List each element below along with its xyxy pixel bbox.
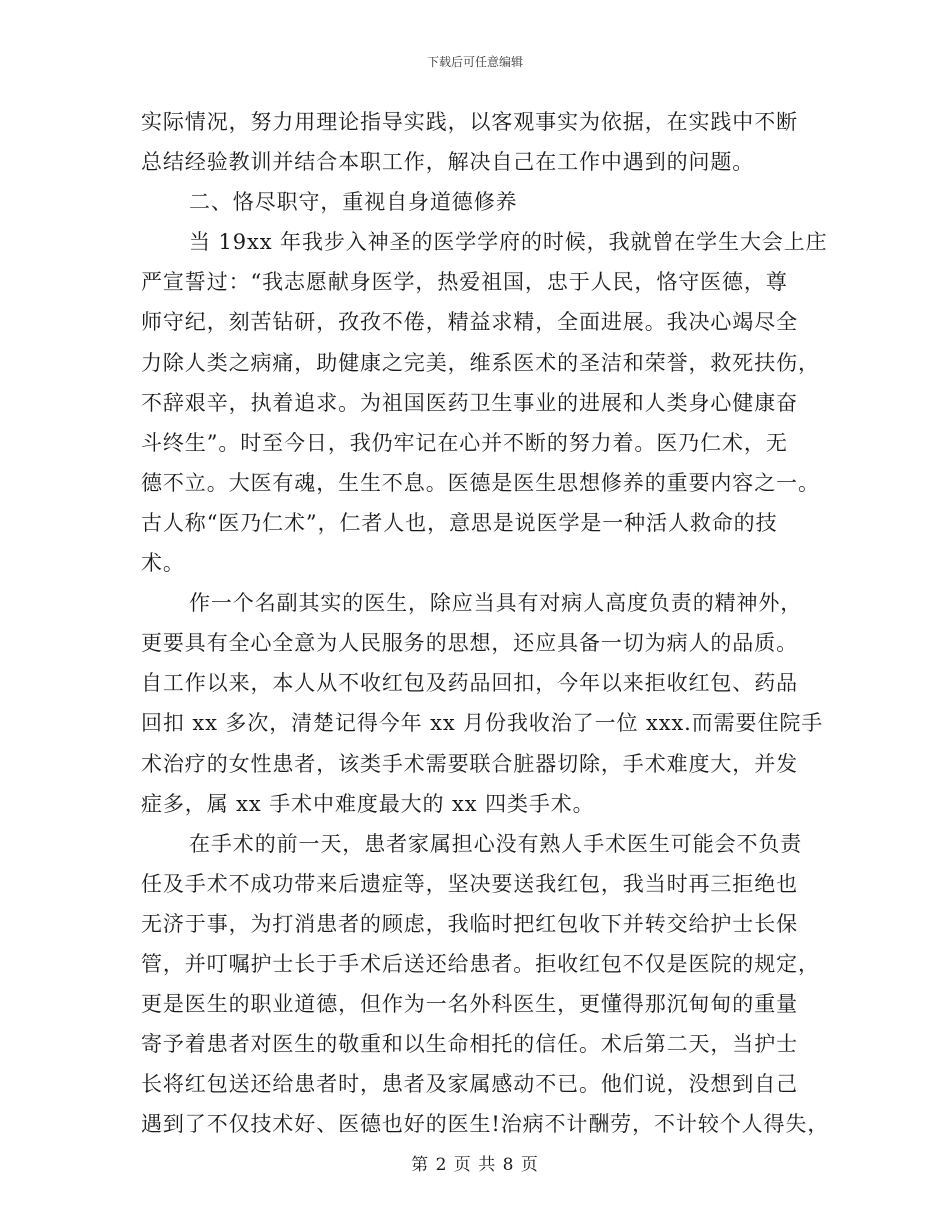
text-line: 术。 [141, 551, 185, 576]
text-line: 师守纪，刻苦钻研，孜孜不倦，精益求精，全面进展。我决心竭尽全 [141, 310, 798, 335]
page-header-note: 下载后可任意编辑 [426, 55, 523, 69]
text-line: 管，并叮嘱护士长于手术后送还给患者。拒收红包不仅是医院的规定， [141, 951, 820, 976]
text-line: 力除人类之病痛，助健康之完美，维系医术的圣洁和荣誉，救死扶伤， [141, 350, 820, 375]
text-line: 更要具有全心全意为人民服务的思想，还应具备一切为病人的品质。 [141, 631, 798, 656]
text-line: 术治疗的女性患者，该类手术需要联合脏器切除，手术难度大，并发 [141, 751, 798, 776]
text-line: 长将红包送还给患者时，患者及家属感动不已。他们说，没想到自己 [141, 1072, 798, 1097]
text-line: 症多，属 xx 手术中难度最大的 xx 四类手术。 [141, 791, 595, 816]
text-line: 在手术的前一天，患者家属担心没有熟人手术医生可能会不负责 [189, 831, 803, 856]
text-line: 严宣誓过：“我志愿献身医学，热爱祖国，忠于人民，恪守医德，尊 [141, 270, 788, 295]
text-line: 更是医生的职业道德，但作为一名外科医生，更懂得那沉甸甸的重量 [141, 992, 798, 1017]
text-line: 总结经验教训并结合本职工作，解决自己在工作中遇到的问题。 [141, 150, 755, 175]
text-line: 作一个名副其实的医生，除应当具有对病人高度负责的精神外， [189, 591, 803, 616]
text-line: 不辞艰辛，执着追求。为祖国医药卫生事业的进展和人类身心健康奋 [141, 390, 798, 415]
text-line: 寄予着患者对医生的敬重和以生命相托的信任。术后第二天，当护士 [141, 1032, 798, 1057]
text-line: 斗终生”。时至今日，我仍牢记在心并不断的努力着。医乃仁术，无 [141, 430, 788, 455]
text-line: 当 19xx 年我步入神圣的医学学府的时候，我就曾在学生大会上庄 [189, 230, 828, 255]
text-line: 自工作以来，本人从不收红包及药品回扣，今年以来拒收红包、药品 [141, 671, 798, 696]
text-line: 任及手术不成功带来后遗症等，坚决要送我红包，我当时再三拒绝也 [141, 871, 798, 896]
text-line: 无济于事，为打消患者的顾虑，我临时把红包收下并转交给护士长保 [141, 911, 798, 936]
text-line: 回扣 xx 多次，清楚记得今年 xx 月份我收治了一位 xxx.而需要住院手 [141, 711, 824, 736]
text-line: 德不立。大医有魂，生生不息。医德是医生思想修养的重要内容之一。 [141, 470, 820, 495]
text-line: 实际情况，努力用理论指导实践，以客观事实为依据，在实践中不断 [141, 110, 798, 134]
text-line: 遇到了不仅技术好、医德也好的医生!治病不计酬劳，不计较个人得失， [141, 1112, 830, 1137]
text-line: 二、恪尽职守，重视自身道德修养 [189, 190, 518, 215]
text-line: 古人称“医乃仁术”，仁者人也，意思是说医学是一种活人救命的技 [141, 510, 778, 535]
page-number: 第 2 页 共 8 页 [411, 1155, 539, 1175]
document-body [141, 102, 831, 1144]
